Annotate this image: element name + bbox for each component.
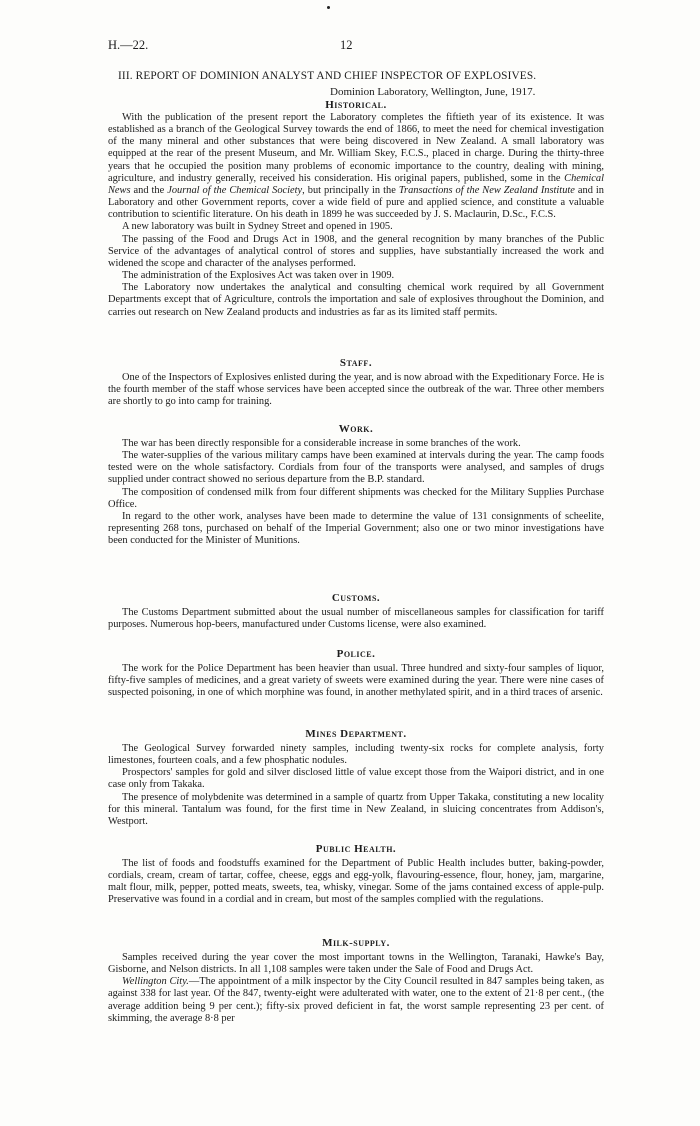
section-milk-supply	[108, 937, 604, 1025]
paragraph: Prospectors' samples for gold and silver disclosed little of value except those from the Waipori district, and in one case only from Takaka.	[108, 767, 604, 791]
paragraph: The list of foods and foodstuffs examined for the Department of Public Health includes butter, baking-powder, cordials, cream, cream of tartar, coffee, cheese, eggs and egg-yolk, flavouring-essence, flour, honey, jam, margarine, malt flour, milk, pepper, potted meats, sweets, tea, whisky, vinegar. Some of the jams contained excess of apple-pulp. Preservative was found in a cordial and in cream, but most of the samples complied with the regulations.	[108, 858, 604, 906]
print-speck	[327, 6, 330, 9]
section-historical	[108, 99, 604, 319]
section-customs	[108, 592, 604, 631]
paragraph: The administration of the Explosives Act was taken over in 1909.	[122, 270, 395, 282]
paragraph: Wellington City.—The appointment of a milk inspector by the City Council resulted in 847 samples being taken, as against 338 for last year. Of the 847, twenty-eight were adulterated with water, one to the extent of 21·8 per cent., (the average addition being 9 per cent.); fifty-six proved deficient in fat, the worst sample representing 23 per cent. of skimming, the average 8·8 per	[108, 976, 604, 1024]
run-in-heading: Wellington City.	[122, 976, 189, 988]
paragraph: The Laboratory now undertakes the analytical and consulting chemical work required by all Government Departments except that of Agriculture, controls the importation and sale of explosives throughout the Dominion, and carries out research on New Zealand products and industries as far as its limited staff permits.	[108, 282, 604, 318]
journal-title: Transactions of the New Zealand Institute	[398, 184, 575, 196]
section-heading-mines: Mines Department.	[305, 728, 407, 740]
section-public-health	[108, 843, 604, 907]
journal-title: Journal of the Chemical Society	[167, 184, 303, 196]
paragraph: Samples received during the year cover the most important towns in the Wellington, Taranaki, Hawke's Bay, Gisborne, and Nelson districts. In all 1,108 samples were taken under the Sale of Food and Drugs Act.	[108, 952, 604, 976]
journal-title: Chemical News	[108, 172, 604, 196]
report-title: III. REPORT OF DOMINION ANALYST AND CHIEF INSPECTOR OF EXPLOSIVES.	[118, 70, 537, 82]
paragraph: The Customs Department submitted about the usual number of miscellaneous samples for classification for tariff purposes. Numerous hop-beers, manufactured under Customs license, were also examined.	[108, 607, 604, 631]
paragraph: With the publication of the present report the Laboratory completes the fiftieth year of its existence. It was established as a branch of the Geological Survey towards the end of 1866, to meet the need for chemical investigation of the many mineral and other substances that were being discovered in New Zealand. A small laboratory was equipped at the rear of the present Museum, and Mr. William Skey, F.C.S., placed in charge. During the thirty-three years that he occupied the position many problems of economic importance to the country, dealing with mining, agriculture, and industry generally, received his consideration. His original papers, published, some in the Chemical News and the Journal of the Chemical Society, but principally in the Transactions of the New Zealand Institute and in Laboratory and other Government reports, cover a wide field of pure and applied science, and constitute a valuable contribution to scientific literature. On his death in 1899 he was succeeded by J. S. Maclaurin, D.Sc., F.C.S.	[108, 112, 604, 221]
paragraph: A new laboratory was built in Sydney Street and opened in 1905.	[122, 221, 393, 233]
section-heading-staff: Staff.	[339, 357, 373, 369]
paragraph: The passing of the Food and Drugs Act in 1908, and the general recognition by many branches of the Public Service of the advantages of analytical control of stores and supplies, have substantially increased the work and widened the scope and character of the analyses performed.	[108, 233, 604, 269]
section-police	[108, 648, 604, 699]
paragraph: In regard to the other work, analyses have been made to determine the value of 131 consignments of scheelite, representing 268 tons, purchased on behalf of the Imperial Government; also one or two minor investigations have been conducted for the Minister of Munitions.	[108, 510, 604, 547]
section-heading-milk-supply: Milk-supply.	[322, 937, 390, 949]
page-reference: H.—22.	[108, 38, 149, 52]
paragraph: The war has been directly responsible for a considerable increase in some branches of the work.	[122, 438, 521, 449]
page-number: 12	[340, 38, 353, 52]
section-heading-historical: Historical.	[325, 99, 387, 111]
paragraph: The work for the Police Department has been heavier than usual. Three hundred and sixty-four samples of liquor, fifty-five samples of medicines, and a great variety of sweets were examined during the year. There were nine cases of suspected poisoning, in one of which morphine was found, in another methylated spirit, and in a third traces of arsenic.	[108, 663, 604, 699]
paragraph: One of the Inspectors of Explosives enlisted during the year, and is now abroad with the Expeditionary Force. He is the fourth member of the staff whose services have been accepted since the outbreak of the war. Three other members are shortly to go into camp for training.	[108, 372, 604, 408]
section-work	[108, 423, 604, 547]
section-heading-customs: Customs.	[331, 592, 381, 604]
section-heading-work: Work.	[338, 423, 374, 435]
running-header	[108, 38, 604, 56]
section-heading-public-health: Public Health.	[315, 843, 397, 855]
paragraph: The Geological Survey forwarded ninety samples, including twenty-six rocks for complete analysis, forty limestones, fourteen coals, and a few phosphatic nodules.	[108, 743, 604, 767]
section-staff	[108, 357, 604, 408]
paragraph: The water-supplies of the various military camps have been examined at intervals during the year. The camp foods tested were on the whole satisfactory. Cordials from four of the transports were analysed, and samples of drugs supplied under contract showed no serious departure from the B.P. standard.	[108, 450, 604, 486]
section-mines-department	[108, 728, 604, 828]
paragraph: The composition of condensed milk from four different shipments was checked for the Military Supplies Purchase Office.	[108, 486, 604, 510]
paragraph: The presence of molybdenite was determined in a sample of quartz from Upper Takaka, constituting a new locality for this mineral. Tantalum was found, for the first time in New Zealand, in sluicing concentrates from Addison's, Westport.	[108, 791, 604, 827]
report-dateline: Dominion Laboratory, Wellington, June, 1917.	[330, 86, 536, 98]
section-heading-police: Police.	[336, 648, 376, 660]
